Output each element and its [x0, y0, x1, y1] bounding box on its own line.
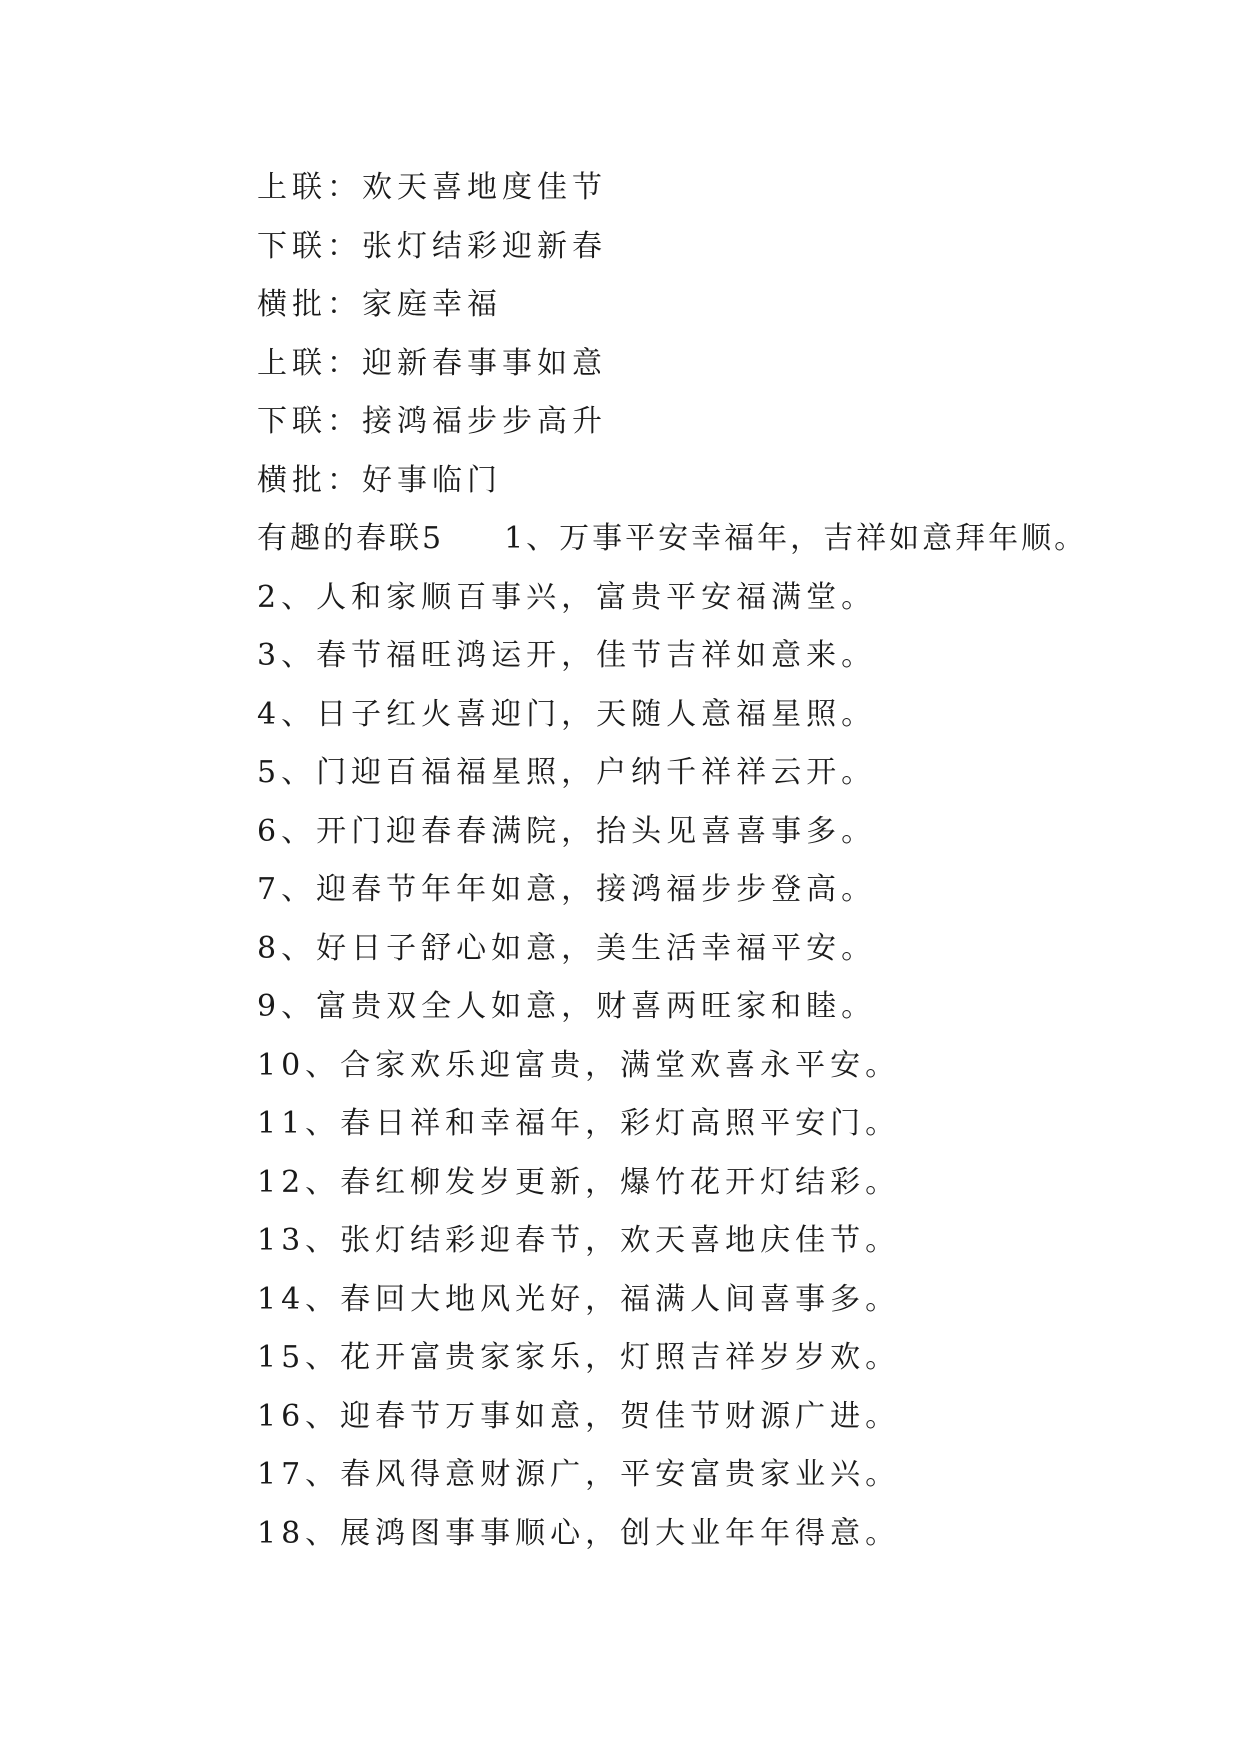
section-heading: 有趣的春联5 [257, 521, 445, 556]
section-line [257, 510, 1197, 569]
list-item: 1、万事平安幸福年，吉祥如意拜年顺。 [504, 521, 1088, 556]
list-item: 7、迎春节年年如意，接鸿福步步登高。 [257, 872, 877, 907]
couplet-line: 上联：迎新春事事如意 [257, 345, 607, 381]
list-item: 11、春日祥和幸福年，彩灯高照平安门。 [257, 1106, 901, 1141]
list-item: 16、迎春节万事如意，贺佳节财源广进。 [257, 1398, 901, 1434]
list-item: 17、春风得意财源广，平安富贵家业兴。 [257, 1457, 901, 1492]
list-item: 2、人和家顺百事兴，富贵平安福满堂。 [257, 579, 877, 615]
list-item: 6、开门迎春春满院，抬头见喜喜事多。 [257, 813, 877, 849]
list-item: 3、春节福旺鸿运开，佳节吉祥如意来。 [257, 638, 877, 673]
couplet-line: 下联：张灯结彩迎新春 [257, 228, 607, 264]
list-item: 8、好日子舒心如意，美生活幸福平安。 [257, 930, 877, 966]
list-item: 13、张灯结彩迎春节，欢天喜地庆佳节。 [257, 1223, 901, 1258]
document-body [257, 159, 1197, 1563]
list-item: 5、门迎百福福星照，户纳千祥祥云开。 [257, 755, 877, 790]
list-item: 18、展鸿图事事顺心，创大业年年得意。 [257, 1515, 901, 1551]
list-item: 14、春回大地风光好，福满人间喜事多。 [257, 1281, 901, 1317]
couplet-line: 下联：接鸿福步步高升 [257, 404, 607, 439]
list-item: 10、合家欢乐迎富贵，满堂欢喜永平安。 [257, 1047, 901, 1083]
list-item: 15、花开富贵家家乐，灯照吉祥岁岁欢。 [257, 1340, 901, 1375]
list-item: 12、春红柳发岁更新，爆竹花开灯结彩。 [257, 1164, 901, 1200]
list-item: 4、日子红火喜迎门，天随人意福星照。 [257, 696, 877, 732]
couplet-line: 横批：家庭幸福 [257, 287, 502, 322]
couplet-line: 横批：好事临门 [257, 462, 502, 498]
couplet-line: 上联：欢天喜地度佳节 [257, 170, 607, 205]
list-item: 9、富贵双全人如意，财喜两旺家和睦。 [257, 989, 877, 1024]
